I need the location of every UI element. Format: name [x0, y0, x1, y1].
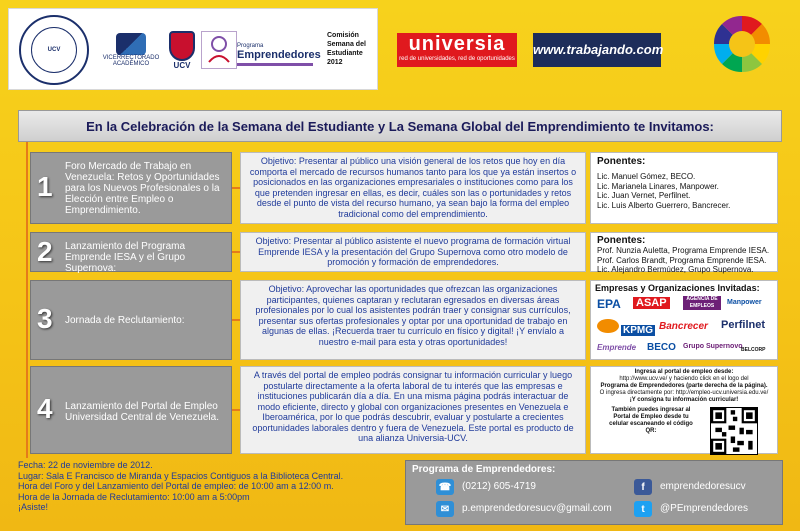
comision-label: Comisión Semana del Estudiante 2012 [327, 32, 366, 66]
agencia-logo: AGENCIA DE EMPLEOS [683, 296, 721, 310]
portal-line: También puedes ingresar al [611, 407, 691, 413]
qr-code-icon[interactable] [710, 407, 758, 455]
speaker-item: Lic. Marianela Linares, Manpower. [597, 181, 719, 191]
portal-line: http://www.ucv.ve/ y haciendo click en el logo del [619, 376, 749, 382]
seal-center: UCV [31, 27, 77, 73]
manpower-logo: Manpower [727, 299, 762, 306]
ucv-logo [165, 31, 199, 70]
orange-connector [232, 187, 240, 189]
row-2-objective: Objetivo: Presentar al público asistente el nuevo programa de formación virtual Emprende IESA y la presentación del Grupo Supernova como otro modelo de promoción y formación de emprendedores. [240, 232, 586, 272]
row-3-title: Jornada de Reclutamiento: [65, 315, 185, 326]
programa-emprendedores-logo [237, 43, 321, 66]
portal-line: QR: [645, 428, 657, 434]
speakers-heading: Ponentes: [597, 235, 646, 246]
facebook-icon: f [634, 479, 652, 495]
contact-email[interactable]: p.emprendedoresucv@gmail.com [462, 503, 612, 514]
row-1-block [30, 152, 232, 224]
row-1-number: 1 [37, 171, 53, 202]
portal-line: Programa de Emprendedores (parte derecha de la página). [600, 383, 768, 389]
email-icon: ✉ [436, 501, 454, 517]
speaker-item: Lic. Luis Alberto Guerrero, Bancrecer. [597, 200, 731, 210]
universia-wordmark: universia [408, 33, 506, 55]
contact-panel [405, 460, 783, 525]
row-3-companies [590, 280, 778, 360]
row-1-title: Foro Mercado de Trabajo en Venezuela: Retos y Oportunidades para los Nuevos Profesionales o la Elección entre Empleo o Emprendimiento. [65, 161, 220, 216]
orange-connector [232, 319, 240, 321]
orange-vertical-line [26, 142, 28, 458]
speaker-item: Lic. Manuel Gómez, BECO. [597, 172, 696, 181]
orange-swirl-logo [597, 319, 619, 333]
row-2-number: 2 [37, 236, 53, 267]
belcorp-logo: BELCORP [741, 347, 766, 353]
row-2-title: Lanzamiento del Programa Emprende IESA y el Grupo Supernova: [65, 241, 186, 274]
event-details [18, 460, 398, 513]
twitter-icon: t [634, 501, 652, 517]
contact-phone[interactable]: (0212) 605-4719 [462, 481, 536, 492]
ucv-seal-logo [19, 15, 89, 85]
companies-heading: Empresas y Organizaciones Invitadas: [595, 283, 760, 293]
portal-line: Ingresa al portal de empleo desde: [634, 369, 734, 375]
row-4-number: 4 [37, 393, 53, 424]
graduate-icon [203, 32, 235, 66]
orange-connector [232, 409, 240, 411]
phone-icon: ☎ [436, 479, 454, 495]
vicerrectorado-icon [116, 33, 146, 55]
logo-strip [8, 8, 378, 90]
row-1-objective: Objetivo: Presentar al público una visión general de los retos que hoy en día comporta el mercado de recursos humanos tanto para los que ya están insertos o posicionados en las organizaciones empresariales o instituciones como para los que pretenden ingresar en ellas, es decir, cuáles son las o portunidades y retos desde el punto de vista del recurso humano, ya sean bajo la forma del empleo tradicional como del emprendimiento. [240, 152, 586, 224]
invitation-banner: En la Celebración de la Semana del Estudiante y La Semana Global del Emprendimiento te Invitamos: [18, 110, 782, 142]
underline-decoration [237, 63, 313, 66]
orange-connector [232, 251, 240, 253]
emprende-logo: Emprende [597, 343, 637, 352]
contact-heading: Programa de Emprendedores: [412, 464, 556, 475]
speakers-heading: Ponentes: [597, 156, 646, 167]
emprendedores-label: Emprendedores [237, 49, 321, 61]
emprende-small-logo [201, 31, 237, 69]
contact-facebook[interactable]: emprendedoresucv [660, 481, 746, 492]
portal-line: Portal de Empleo desde tu [613, 414, 689, 420]
trabajando-logo: www.trabajando.com [533, 33, 661, 67]
row-2-speakers [590, 232, 778, 272]
vicerrectorado-logo [101, 33, 161, 67]
row-4-objective: A través del portal de empleo podrás consignar tu información curricular y luego postularte directamente a la oferta laboral de tu interés que las empresas e instituciones publicarán día a día. En una misma página podrás interactuar de modo eficiente, directo y global con organizaciones presentes en Venezuela e Iberoamérica, por lo que podrás descubrir, evaluar y postularte a crecientes oportunidades laborales dentro y fuera de Venezuela. Este portal es producto de una alianza Universia-UCV. [240, 366, 586, 454]
programa-label: Programa [237, 43, 264, 49]
ucv-label: UCV [173, 61, 191, 70]
speaker-item: Prof. Carlos Brandt, Programa Emprende IESA. [597, 255, 767, 265]
perfilnet-logo: Perfilnet [721, 319, 766, 331]
speaker-item: Lic. Juan Vernet, Perfilnet. [597, 191, 691, 200]
portal-line: celular escaneando el código [609, 421, 693, 427]
ucv-shield-icon [169, 31, 195, 61]
semana-global-logo [712, 14, 772, 74]
event-forum-time: Hora del Foro y del Lanzamiento del Portal de empleo: de 10:00 am a 12:00 m. [18, 481, 334, 491]
portal-line: ¡Y consigna tu información curricular! [629, 397, 739, 403]
row-4-block [30, 366, 232, 454]
beco-logo: BECO [647, 342, 676, 353]
event-date: Fecha: 22 de noviembre de 2012. [18, 460, 153, 470]
vicerrectorado-label: VICERRECTORADO ACADÉMICO [102, 55, 160, 67]
speaker-item: Lic. Alejandro Bermúdez, Grupo Supernova. [597, 265, 754, 274]
universia-tagline: red de universidades, red de oportunidades [399, 56, 515, 62]
contact-twitter[interactable]: @PEmprendedores [660, 503, 748, 514]
event-recruitment-time: Hora de la Jornada de Reclutamiento: 10:00 am a 5:00pm [18, 491, 250, 502]
event-location: Lugar: Sala E Francisco de Miranda y Espacios Contiguos a la Biblioteca Central. [18, 470, 344, 481]
row-2-block [30, 232, 232, 272]
row-4-title: Lanzamiento del Portal de Empleo Universidad Central de Venezuela. [65, 401, 219, 423]
universia-logo [397, 33, 517, 67]
row-3-block [30, 280, 232, 360]
kpmg-logo: KPMG [623, 325, 653, 336]
row-3-number: 3 [37, 303, 53, 334]
portal-line: O ingresa directamente por: http://empleo-ucv.universia.edu.ve/ [599, 390, 769, 396]
grupo-supernovo-logo: Grupo Supernovo [683, 343, 743, 350]
event-cta: ¡Asiste! [18, 502, 49, 512]
row-1-speakers [590, 152, 778, 224]
bancrecer-logo: Bancrecer [659, 321, 708, 332]
speaker-item: Prof. Nunzia Auletta, Programa Emprende IESA. [597, 246, 770, 255]
epa-logo: EPA [597, 297, 621, 311]
asap-logo: ASAP [633, 297, 670, 309]
row-3-objective: Objetivo: Aprovechar las oportunidades que ofrezcan las organizaciones participantes, quienes captaran y reclutaran egresados en diversas áreas profesionales por lo cual los asistentes podrán traer y consignar sus currículos, presentar sus ofertas profesionales y optar por una oportunidad de trabajo en algunas de ellas. ¡Recuerda traer tu currículo en físico y digital! ¡Y envíalo a nuestro e-mail para esta y otras oportunidades! [240, 280, 586, 360]
